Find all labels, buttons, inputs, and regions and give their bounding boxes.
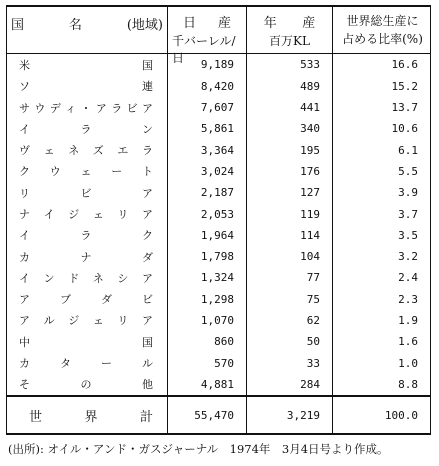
world-share-value: 10.6 <box>391 122 418 136</box>
country-name-char: ル <box>43 314 55 328</box>
header-country <box>7 6 168 54</box>
country-name-char: タ <box>60 357 71 371</box>
header-country-label <box>11 14 163 33</box>
header-country-char: 名 <box>68 18 82 34</box>
header-annual-production <box>247 6 333 54</box>
world-share-value: 13.7 <box>391 101 418 115</box>
country-name-char: イ <box>19 122 30 136</box>
country-name-char: カ <box>19 250 30 264</box>
country-name-char: ・ <box>80 101 92 115</box>
country-name-char: ウ <box>49 165 61 179</box>
country-cell <box>7 203 168 224</box>
country-name-char: ラ <box>141 144 153 158</box>
header-annual-char: 産 <box>302 16 316 32</box>
annual-production-value: 62 <box>247 310 333 331</box>
header-daily-char: 日 <box>182 16 196 32</box>
annual-production-value: 340 <box>247 118 333 139</box>
daily-production-value: 570 <box>168 352 247 373</box>
world-share-value: 3.7 <box>398 207 418 221</box>
country-name-char: 中 <box>19 335 30 349</box>
country-name-char: 連 <box>142 80 153 94</box>
country-cell <box>7 118 168 139</box>
country-name-char: ネ <box>68 144 80 158</box>
table-row <box>7 225 431 246</box>
total-label-char: 計 <box>139 409 153 425</box>
world-share-value: 1.9 <box>398 313 418 327</box>
country-name <box>7 249 167 265</box>
daily-production-value: 1,798 <box>168 246 247 267</box>
total-share: 100.0 <box>333 396 431 434</box>
country-name-char: ナ <box>19 208 30 221</box>
country-name-char: そ <box>19 378 30 392</box>
header-daily-unit: 千バーレル/日 <box>172 34 236 66</box>
annual-production-value: 176 <box>247 161 333 182</box>
country-name <box>7 270 167 286</box>
country-name-char: 国 <box>142 58 153 72</box>
country-cell <box>7 289 168 310</box>
world-share-value: 3.2 <box>398 250 418 264</box>
total-label-char: 界 <box>84 409 98 425</box>
country-name-char: ク <box>19 165 30 179</box>
daily-production-value: 1,298 <box>168 289 247 310</box>
header-daily-title <box>172 12 242 31</box>
table-row <box>7 374 431 396</box>
country-name-char: リ <box>19 186 30 200</box>
table-row <box>7 118 431 139</box>
world-share-value: 16.6 <box>391 58 418 72</box>
country-name-char: ー <box>111 165 123 179</box>
country-name-char: リ <box>117 208 129 221</box>
country-name-char: シ <box>117 271 129 285</box>
world-share-value: 2.3 <box>398 292 418 306</box>
country-name-char: ラ <box>111 101 123 115</box>
header-daily-char: 産 <box>217 16 231 32</box>
country-name <box>7 312 167 328</box>
source-note: (出所): オイル・アンド・ガスジャーナル 1974年 3月4日号より作成。 <box>8 442 389 456</box>
world-share-value: 3.9 <box>398 186 418 200</box>
annual-production-value: 104 <box>247 246 333 267</box>
header-share-line2: 占める比率(%) <box>342 32 423 47</box>
table-row <box>7 352 431 373</box>
country-name-char: ア <box>95 101 107 115</box>
total-label <box>7 406 167 425</box>
annual-production-value: 50 <box>247 331 333 352</box>
country-name <box>7 291 167 307</box>
country-name-char: ダ <box>101 293 112 307</box>
country-name-char: ア <box>142 186 153 200</box>
country-name-char: ジ <box>68 314 80 328</box>
country-name-char: ラ <box>80 229 92 243</box>
annual-production-value: 489 <box>247 76 333 97</box>
country-name-char: ェ <box>43 144 55 158</box>
daily-production-value: 1,070 <box>168 310 247 331</box>
country-name-char: イ <box>19 271 30 285</box>
table-row <box>7 161 431 182</box>
country-name <box>7 185 167 201</box>
daily-production-value: 8,420 <box>168 76 247 97</box>
country-name-char: デ <box>49 101 61 115</box>
country-name-char: ウ <box>34 101 46 115</box>
daily-production-value: 1,324 <box>168 267 247 288</box>
country-name-char: ア <box>19 293 30 307</box>
country-name-char: ラ <box>80 122 92 136</box>
country-name <box>7 100 167 116</box>
country-name-char: リ <box>117 314 129 328</box>
table-row <box>7 289 431 310</box>
country-cell <box>7 310 168 331</box>
annual-production-value: 114 <box>247 225 333 246</box>
country-cell <box>7 267 168 288</box>
country-name-char: ア <box>141 271 153 285</box>
world-share-value: 2.4 <box>398 271 418 285</box>
country-name-char: ド <box>68 271 80 285</box>
country-name-char: エ <box>117 144 129 158</box>
country-name-char: ア <box>19 314 30 328</box>
country-name-char: ジ <box>68 208 80 221</box>
header-annual-unit: 百万KL <box>269 34 310 49</box>
country-name-char: ェ <box>80 165 92 179</box>
annual-production-value: 127 <box>247 182 333 203</box>
table-row <box>7 97 431 118</box>
annual-production-value: 119 <box>247 203 333 224</box>
world-share-value: 6.1 <box>398 143 418 157</box>
total-label-char: 世 <box>29 409 43 425</box>
country-name <box>7 355 167 371</box>
daily-production-value: 2,053 <box>168 203 247 224</box>
country-cell <box>7 161 168 182</box>
country-cell <box>7 139 168 160</box>
country-name-char: ク <box>142 229 153 243</box>
country-name-char: サ <box>19 101 30 115</box>
world-share-value: 8.8 <box>398 377 418 391</box>
country-name-char: ズ <box>92 144 104 158</box>
country-name-char: ブ <box>60 293 71 307</box>
table-row <box>7 76 431 97</box>
country-name-char: 米 <box>19 58 30 72</box>
table-row <box>7 203 431 224</box>
daily-production-value: 3,364 <box>168 139 247 160</box>
country-cell <box>7 374 168 396</box>
country-name-char: ン <box>43 271 55 285</box>
country-name <box>7 376 167 392</box>
country-name-char: イ <box>19 229 30 243</box>
country-name-char: ビ <box>142 293 153 307</box>
total-daily: 55,470 <box>168 396 247 434</box>
table-row <box>7 246 431 267</box>
annual-production-value: 77 <box>247 267 333 288</box>
oil-production-table <box>6 5 431 435</box>
country-name-char: ビ <box>126 101 138 115</box>
annual-production-value: 284 <box>247 374 333 396</box>
world-share-value: 3.5 <box>398 228 418 242</box>
country-cell <box>7 97 168 118</box>
world-share-value: 1.6 <box>398 335 418 349</box>
country-name-char: ト <box>142 165 153 179</box>
country-name-char: ン <box>142 122 153 136</box>
daily-production-value: 860 <box>168 331 247 352</box>
table-row <box>7 182 431 203</box>
daily-production-value: 2,187 <box>168 182 247 203</box>
country-name-char: 他 <box>142 378 153 392</box>
total-row <box>7 396 431 434</box>
table-row <box>7 331 431 352</box>
header-world-share <box>333 6 431 54</box>
country-name-char: イ <box>43 208 55 221</box>
country-cell <box>7 54 168 76</box>
country-name-char: ネ <box>92 271 104 285</box>
table-row <box>7 310 431 331</box>
country-cell <box>7 331 168 352</box>
country-name <box>7 206 167 222</box>
header-country-char: (地域) <box>126 18 163 34</box>
country-name-char: 国 <box>142 335 153 349</box>
annual-production-value: 75 <box>247 289 333 310</box>
country-name-char: ア <box>142 101 153 115</box>
daily-production-value: 4,881 <box>168 374 247 396</box>
daily-production-value: 5,861 <box>168 118 247 139</box>
header-annual-char: 年 <box>263 16 277 32</box>
country-name-char: ル <box>142 357 153 371</box>
country-name-char: ダ <box>142 250 153 264</box>
header-country-char: 国 <box>11 18 25 34</box>
country-name <box>7 334 167 350</box>
country-name-char: ィ <box>65 101 77 115</box>
daily-production-value: 3,024 <box>168 161 247 182</box>
country-name-char: ソ <box>19 80 30 94</box>
annual-production-value: 533 <box>247 54 333 76</box>
country-name <box>7 57 167 73</box>
country-name-char: ア <box>141 314 153 328</box>
country-name <box>7 142 167 158</box>
annual-production-value: 441 <box>247 97 333 118</box>
country-name-char: カ <box>19 357 30 371</box>
table-body <box>7 54 431 396</box>
country-name <box>7 78 167 94</box>
country-name-char: の <box>80 378 92 392</box>
world-share-value: 15.2 <box>391 79 418 93</box>
annual-production-value: 195 <box>247 139 333 160</box>
header-share-line1: 世界総生産に <box>346 14 419 29</box>
table-header-row <box>7 6 431 54</box>
country-name-char: ビ <box>80 186 92 200</box>
annual-production-value: 33 <box>247 352 333 373</box>
country-cell <box>7 76 168 97</box>
daily-production-value: 9,189 <box>168 54 247 76</box>
daily-production-value: 1,964 <box>168 225 247 246</box>
country-cell <box>7 225 168 246</box>
country-cell <box>7 246 168 267</box>
country-name-char: ェ <box>92 314 104 328</box>
country-name-char: ナ <box>80 250 92 264</box>
country-name-char: ア <box>141 208 153 221</box>
country-name <box>7 121 167 137</box>
daily-production-value: 7,607 <box>168 97 247 118</box>
total-label-cell <box>7 396 168 434</box>
country-cell <box>7 352 168 373</box>
world-share-value: 5.5 <box>398 164 418 178</box>
country-name-char: ヴ <box>19 144 30 158</box>
country-name-char: ー <box>101 357 112 371</box>
country-name <box>7 163 167 179</box>
header-annual-title <box>251 12 328 31</box>
table-row <box>7 139 431 160</box>
world-share-value: 1.0 <box>398 356 418 370</box>
table-row <box>7 267 431 288</box>
country-name <box>7 227 167 243</box>
country-name-char: ェ <box>92 208 104 221</box>
total-annual: 3,219 <box>247 396 333 434</box>
country-cell <box>7 182 168 203</box>
